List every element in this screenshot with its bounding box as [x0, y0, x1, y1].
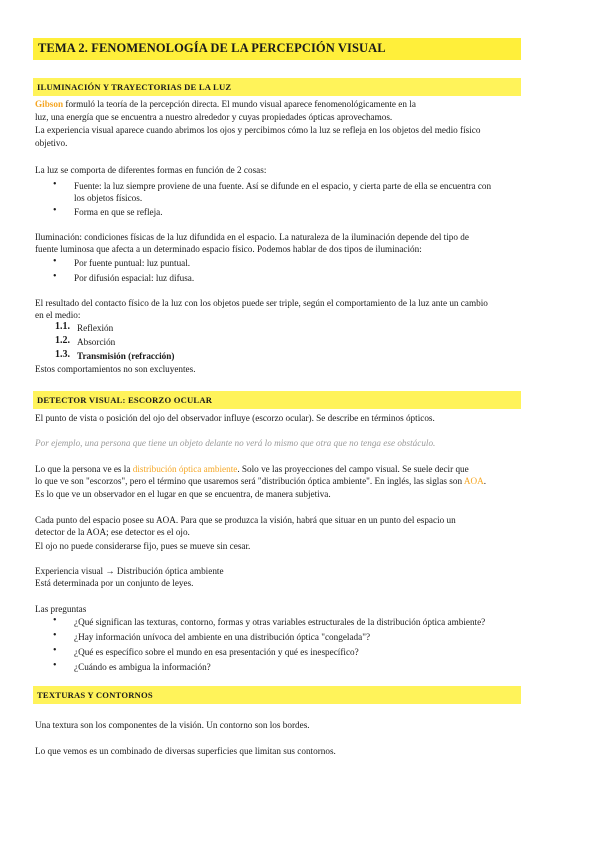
- text-span: formuló la teoría de la percepción directa. El mundo visual aparece fenomenológicamente en la: [63, 99, 416, 109]
- questions-label: Las preguntas: [35, 604, 87, 614]
- paragraph-line: La experiencia visual aparece cuando abrimos los ojos y percibimos cómo la luz se refleja en los objetos del medio físico: [35, 125, 481, 135]
- question-item: ¿Qué es específico sobre el mundo en esa presentación y qué es inespecífico?: [74, 647, 359, 657]
- section-heading-text: ILUMINACIÓN Y TRAYECTORIAS DE LA LUZ: [37, 82, 232, 92]
- paragraph-line: fuente luminosa que afecta a un determinado espacio físico. Podemos hablar de dos tipos de iluminación:: [35, 244, 422, 254]
- paragraph-line: Experiencia visual → Distribución óptica ambiente: [35, 566, 224, 576]
- paragraph-line: en el medio:: [35, 310, 81, 320]
- numbered-item: Transmisión (refracción): [77, 351, 175, 361]
- list-number: 1.2.: [55, 335, 70, 346]
- section-heading-iluminacion: [33, 78, 521, 96]
- paragraph-line: detector de la AOA; ese detector es el ojo.: [35, 527, 190, 537]
- paragraph-line: Cada punto del espacio posee su AOA. Para que se produzca la visión, habrá que situar en un punto del espacio un: [35, 515, 456, 525]
- question-item: ¿Qué significan las texturas, contorno, formas y otras variables estructurales de la distribución óptica ambiente?: [74, 617, 486, 627]
- paragraph-line: El ojo no puede considerarse fijo, pues se mueve sin cesar.: [35, 541, 251, 551]
- paragraph-line: Está determinada por un conjunto de leyes.: [35, 578, 194, 588]
- highlight-aoa: AOA: [463, 476, 484, 486]
- section-heading-detector: [33, 391, 521, 409]
- list-item: Por fuente puntual: luz puntual.: [74, 258, 191, 268]
- paragraph-line: El resultado del contacto físico de la luz con los objetos puede ser triple, según el comportamiento de la luz ante un cambio: [35, 298, 488, 308]
- text-span: lo que ve son "escorzos", pero el término que usaremos será "distribución óptica ambiente". En inglés, las siglas son: [35, 476, 464, 486]
- paragraph-line: El punto de vista o posición del ojo del observador influye (escorzo ocular). Se describe en términos ópticos.: [35, 413, 435, 423]
- bullet-icon: •: [53, 179, 57, 190]
- question-item: ¿Cuándo es ambigua la información?: [74, 662, 211, 672]
- section-heading-texturas: [33, 686, 521, 704]
- section-heading-text: DETECTOR VISUAL: ESCORZO OCULAR: [37, 395, 213, 405]
- section-heading-text: TEXTURAS Y CONTORNOS: [37, 690, 153, 700]
- paragraph-line: [35, 476, 486, 488]
- bullet-icon: •: [53, 615, 57, 626]
- paragraph-gibson: [35, 99, 416, 111]
- list-number: 1.1.: [55, 321, 70, 332]
- list-item: Forma en que se refleja.: [74, 207, 163, 217]
- page-title: TEMA 2. FENOMENOLOGÍA DE LA PERCEPCIÓN VISUAL: [38, 41, 386, 55]
- paragraph-line: [35, 464, 469, 476]
- paragraph-line: Lo que vemos es un combinado de diversas superficies que limitan sus contornos.: [35, 746, 336, 756]
- bullet-icon: •: [53, 256, 57, 267]
- paragraph-line: Estos comportamientos no son excluyentes.: [35, 364, 196, 374]
- title-bar: [33, 38, 521, 60]
- list-item: Fuente: la luz siempre proviene de una fuente. Así se difunde en el espacio, y cierta parte de ella se encuentra con: [74, 181, 492, 191]
- paragraph-line: luz, una energía que se encuentra a nuestro alrededor y cuyas propiedades ópticas aprovechamos.: [35, 112, 393, 122]
- highlight-gibson: Gibson: [35, 99, 64, 109]
- bullet-icon: •: [53, 205, 57, 216]
- list-item-continuation: los objetos físicos.: [74, 193, 143, 203]
- bullet-icon: •: [53, 630, 57, 641]
- bullet-icon: •: [53, 271, 57, 282]
- list-item: Por difusión espacial: luz difusa.: [74, 273, 195, 283]
- numbered-item: Reflexión: [77, 323, 114, 333]
- paragraph-line: objetivo.: [35, 138, 68, 148]
- numbered-item: Absorción: [77, 337, 116, 347]
- bullet-icon: •: [53, 645, 57, 656]
- text-span: .: [483, 476, 487, 486]
- paragraph-line: Iluminación: condiciones físicas de la luz difundida en el espacio. La naturaleza de la iluminación depende del tipo de: [35, 232, 469, 242]
- paragraph-line: Es lo que ve un observador en el lugar en que se encuentra, de manera subjetiva.: [35, 489, 331, 499]
- highlight-term: distribución óptica ambiente: [132, 464, 238, 474]
- question-item: ¿Hay información unívoca del ambiente en una distribución óptica "congelada"?: [74, 632, 371, 642]
- list-number: 1.3.: [55, 349, 70, 360]
- paragraph-line: La luz se comporta de diferentes formas en función de 2 cosas:: [35, 165, 267, 175]
- bullet-icon: •: [53, 660, 57, 671]
- example-text: Por ejemplo, una persona que tiene un objeto delante no verá lo mismo que otra que no tenga ese obstáculo.: [35, 438, 436, 448]
- paragraph-line: Una textura son los componentes de la visión. Un contorno son los bordes.: [35, 720, 310, 730]
- text-span: Lo que la persona ve es la: [35, 464, 133, 474]
- text-span: . Solo ve las proyecciones del campo visual. Se suele decir que: [237, 464, 469, 474]
